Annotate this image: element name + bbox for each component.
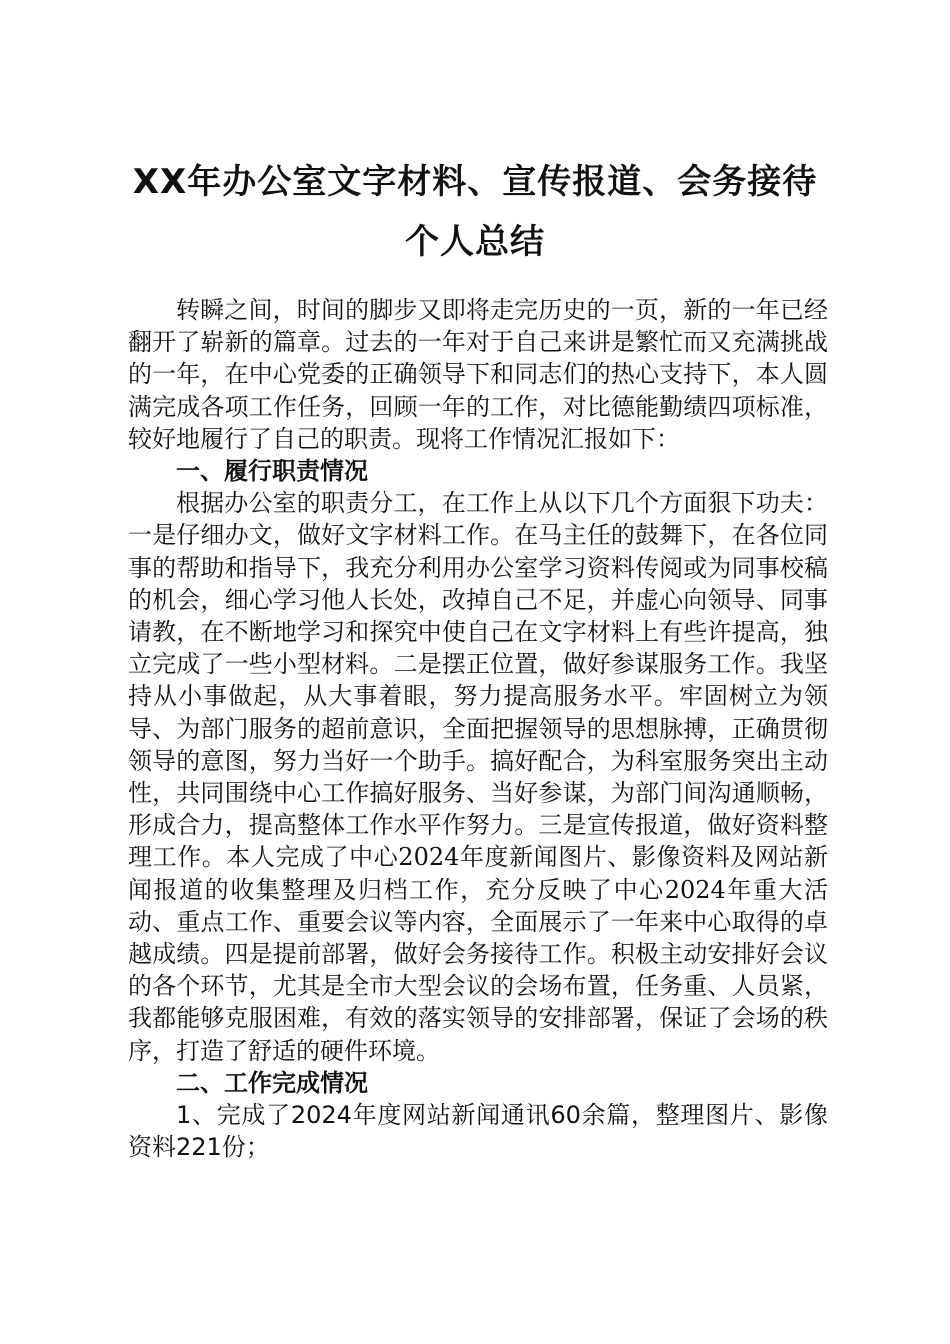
document-title-line-2: 个人总结 <box>405 222 545 262</box>
completion-item-1: 1、完成了2024年度网站新闻通讯60余篇，整理图片、影像资料221份； <box>128 1101 828 1162</box>
section-heading-duties: 一、履行职责情况 <box>176 457 368 486</box>
document-title-line-1: XX年办公室文字材料、宣传报道、会务接待 <box>132 162 818 202</box>
duties-paragraph: 根据办公室的职责分工，在工作上从以下几个方面狠下功夫：一是仔细办文，做好文字材料工作。在马主任的鼓舞下，在各位同事的帮助和指导下，我充分利用办公室学习资料传阅或为同事校稿的机会，细心学习他人长处，改掉自己不足，并虚心向领导、同事请教，在不断地学习和探究中使自己在文字材料上有些许提高，独立完成了一些小型材料。二是摆正位置，做好参谋服务工作。我坚持从小事做起，从大事着眼，努力提高服务水平。牢固树立为领导、为部门服务的超前意识，全面把握领导的思想脉搏，正确贯彻领导的意图，努力当好一个助手。搞好配合，为科室服务突出主动性，共同围绕中心工作搞好服务、当好参谋，为部门间沟通顺畅，形成合力，提高整体工作水平作努力。三是宣传报道，做好资料整理工作。本人完成了中心2024年度新闻图片、影像资料及网站新闻报道的收集整理及归档工作，充分反映了中心2024年重大活动、重点工作、重要会议等内容，全面展示了一年来中心取得的卓越成绩。四是提前部署，做好会务接待工作。积极主动安排好会议的各个环节，尤其是全市大型会议的会场布置，任务重、人员紧，我都能够克服困难，有效的落实领导的安排部署，保证了会场的秩序，打造了舒适的硬件环境。 <box>128 489 828 1065</box>
section-heading-completion: 二、工作完成情况 <box>176 1068 368 1097</box>
intro-paragraph: 转瞬之间，时间的脚步又即将走完历史的一页，新的一年已经翻开了崭新的篇章。过去的一年对于自己来讲是繁忙而又充满挑战的一年，在中心党委的正确领导下和同志们的热心支持下，本人圆满完成各项工作任务，回顾一年的工作，对比德能勤绩四项标准，较好地履行了自己的职责。现将工作情况汇报如下： <box>128 296 828 453</box>
document-body <box>128 294 828 1163</box>
